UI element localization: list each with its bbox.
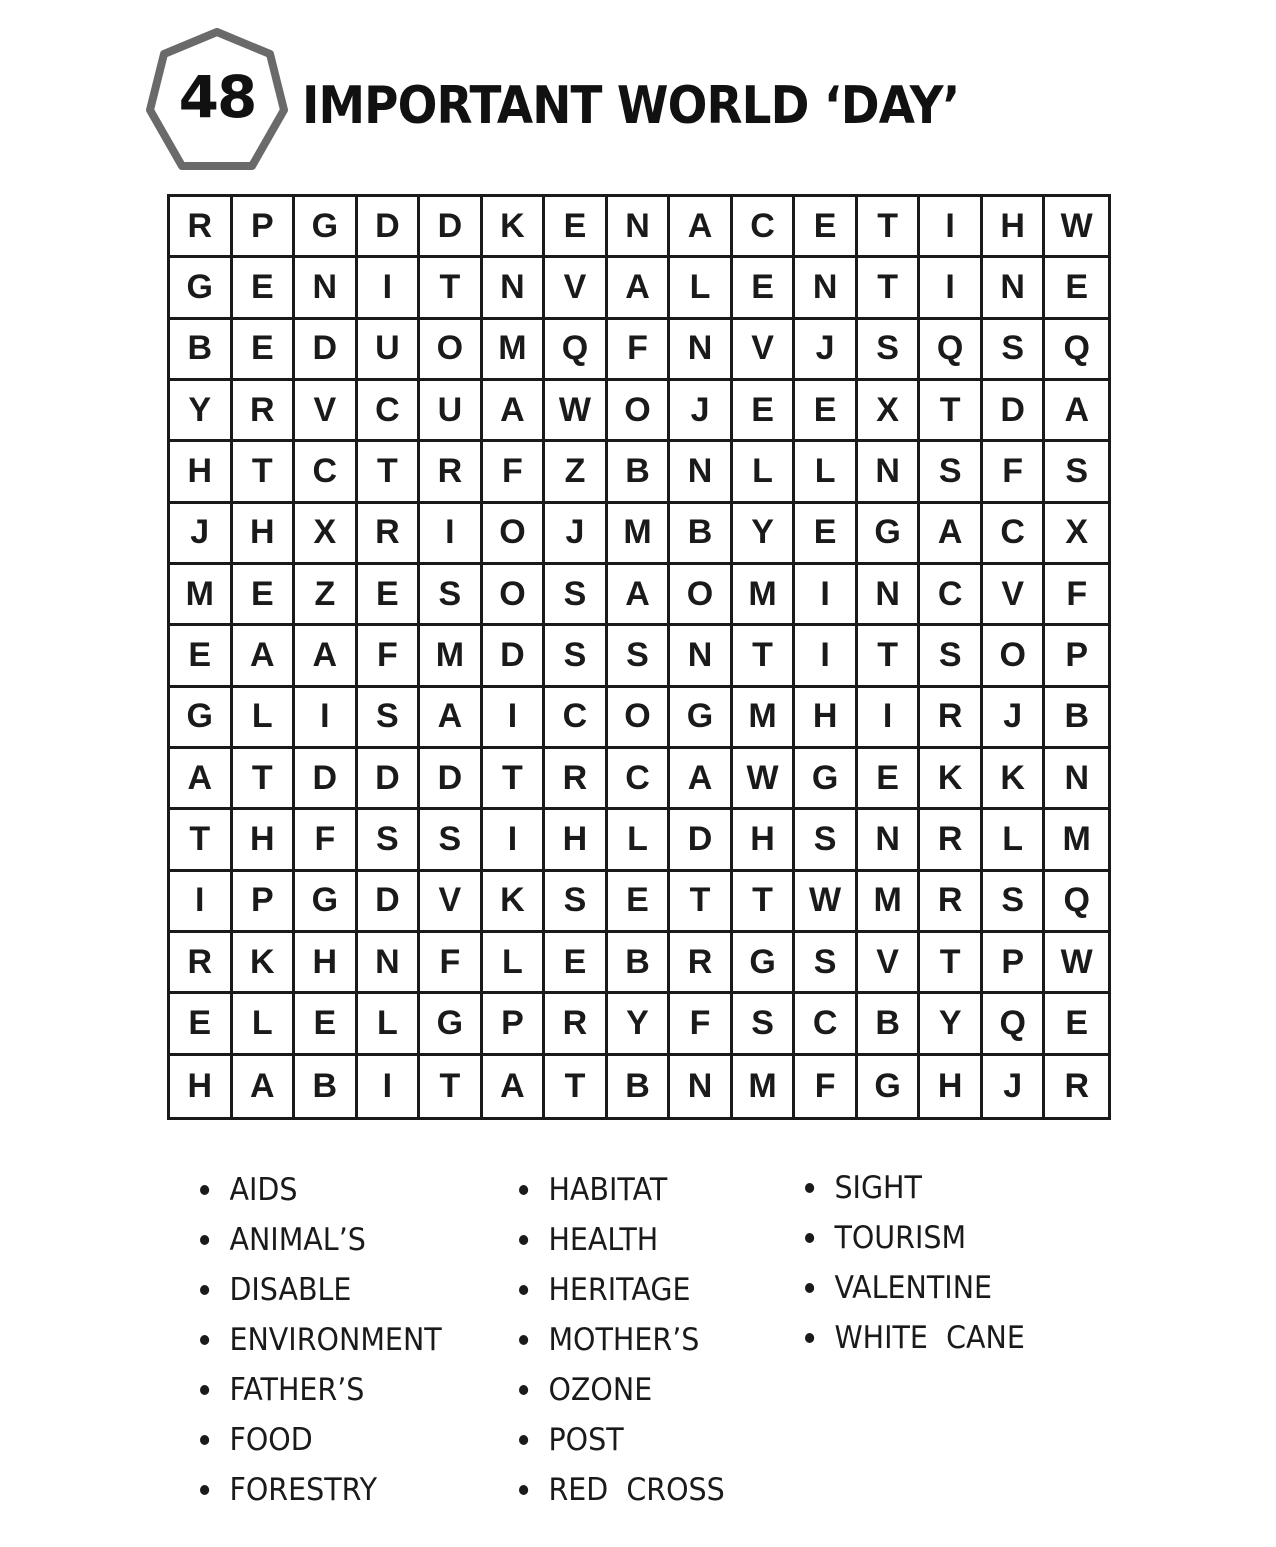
grid-cell[interactable]: D — [420, 197, 483, 258]
grid-cell[interactable]: Q — [983, 994, 1046, 1055]
grid-cell[interactable]: A — [420, 688, 483, 749]
grid-cell[interactable]: G — [858, 504, 921, 565]
word-list-item: AIDS — [200, 1168, 442, 1218]
word-list-item: HERITAGE — [519, 1268, 725, 1318]
grid-cell[interactable]: S — [545, 565, 608, 626]
grid-cell[interactable]: I — [858, 688, 921, 749]
grid-cell[interactable]: L — [233, 994, 296, 1055]
grid-cell[interactable]: X — [858, 381, 921, 442]
grid-cell[interactable]: E — [233, 320, 296, 381]
word-list-item: ANIMAL’S — [200, 1218, 442, 1268]
grid-cell[interactable]: C — [358, 381, 421, 442]
grid-cell[interactable]: S — [858, 320, 921, 381]
grid-cell[interactable]: N — [295, 258, 358, 319]
grid-cell[interactable]: S — [420, 810, 483, 871]
grid-cell[interactable]: F — [670, 994, 733, 1055]
grid-cell[interactable]: K — [483, 197, 546, 258]
grid-cell[interactable]: B — [608, 1056, 671, 1117]
grid-cell[interactable]: I — [795, 626, 858, 687]
grid-cell[interactable]: R — [233, 381, 296, 442]
grid-cell[interactable]: T — [733, 872, 796, 933]
grid-cell[interactable]: U — [420, 381, 483, 442]
grid-cell[interactable]: W — [795, 872, 858, 933]
grid-cell[interactable]: B — [295, 1056, 358, 1117]
grid-cell[interactable]: M — [608, 504, 671, 565]
grid-cell[interactable]: B — [670, 504, 733, 565]
word-list-item: DISABLE — [200, 1268, 442, 1318]
grid-cell[interactable]: S — [545, 872, 608, 933]
grid-cell[interactable]: B — [170, 320, 233, 381]
grid-cell[interactable]: V — [983, 565, 1046, 626]
grid-cell[interactable]: E — [858, 749, 921, 810]
word-list-column-3 — [805, 1166, 1044, 1366]
grid-cell[interactable]: K — [233, 933, 296, 994]
grid-cell[interactable]: W — [1045, 933, 1108, 994]
grid-cell[interactable]: W — [545, 381, 608, 442]
grid-cell[interactable]: Z — [295, 565, 358, 626]
grid-cell[interactable]: M — [170, 565, 233, 626]
grid-cell[interactable]: B — [608, 933, 671, 994]
grid-cell[interactable]: T — [170, 810, 233, 871]
grid-cell[interactable]: T — [358, 442, 421, 503]
grid-cell[interactable]: J — [795, 320, 858, 381]
grid-cell[interactable]: K — [920, 749, 983, 810]
grid-cell[interactable]: N — [1045, 749, 1108, 810]
grid-cell[interactable]: J — [983, 688, 1046, 749]
grid-cell[interactable]: R — [920, 872, 983, 933]
grid-cell[interactable]: G — [295, 872, 358, 933]
grid-cell[interactable]: M — [858, 872, 921, 933]
grid-cell[interactable]: C — [983, 504, 1046, 565]
grid-cell[interactable]: J — [545, 504, 608, 565]
grid-cell[interactable]: S — [733, 994, 796, 1055]
grid-cell[interactable]: B — [858, 994, 921, 1055]
word-list-item: SIGHT — [805, 1166, 1025, 1216]
grid-cell[interactable]: E — [170, 994, 233, 1055]
word-list-item: FORESTRY — [200, 1468, 442, 1518]
grid-cell[interactable]: I — [483, 688, 546, 749]
grid-cell[interactable]: N — [858, 442, 921, 503]
grid-cell[interactable]: A — [670, 749, 733, 810]
grid-cell[interactable]: A — [233, 626, 296, 687]
grid-cell[interactable]: S — [795, 810, 858, 871]
word-list-item: HABITAT — [519, 1168, 725, 1218]
grid-cell[interactable]: V — [545, 258, 608, 319]
grid-cell[interactable]: F — [983, 442, 1046, 503]
grid-cell[interactable]: E — [233, 258, 296, 319]
grid-cell[interactable]: N — [483, 258, 546, 319]
grid-cell[interactable]: M — [733, 688, 796, 749]
grid-cell[interactable]: R — [670, 933, 733, 994]
grid-cell[interactable]: S — [608, 626, 671, 687]
grid-cell[interactable]: R — [170, 933, 233, 994]
grid-cell[interactable]: W — [1045, 197, 1108, 258]
puzzle-number-badge — [146, 28, 288, 174]
grid-cell[interactable]: F — [608, 320, 671, 381]
grid-cell[interactable]: F — [795, 1056, 858, 1117]
grid-cell[interactable]: C — [545, 688, 608, 749]
grid-cell[interactable]: V — [420, 872, 483, 933]
word-search-grid — [167, 194, 1111, 1120]
grid-cell[interactable]: E — [1045, 994, 1108, 1055]
grid-cell[interactable]: Y — [170, 381, 233, 442]
grid-cell[interactable]: A — [483, 1056, 546, 1117]
grid-cell[interactable]: L — [483, 933, 546, 994]
grid-cell[interactable]: P — [483, 994, 546, 1055]
word-list-item: FATHER’S — [200, 1368, 442, 1418]
grid-cell[interactable]: E — [795, 381, 858, 442]
grid-cell[interactable]: F — [358, 626, 421, 687]
grid-cell[interactable]: F — [483, 442, 546, 503]
grid-cell[interactable]: V — [295, 381, 358, 442]
grid-cell[interactable]: H — [920, 1056, 983, 1117]
grid-cell[interactable]: S — [420, 565, 483, 626]
word-list-item: RED CROSS — [519, 1468, 725, 1518]
grid-cell[interactable]: C — [920, 565, 983, 626]
grid-cell[interactable]: G — [858, 1056, 921, 1117]
grid-cell[interactable]: D — [295, 320, 358, 381]
grid-cell[interactable]: A — [295, 626, 358, 687]
grid-cell[interactable]: D — [358, 872, 421, 933]
grid-cell[interactable]: G — [170, 688, 233, 749]
grid-cell[interactable]: R — [545, 749, 608, 810]
grid-cell[interactable]: Y — [920, 994, 983, 1055]
grid-cell[interactable]: T — [920, 933, 983, 994]
grid-cell[interactable]: A — [233, 1056, 296, 1117]
grid-cell[interactable]: G — [795, 749, 858, 810]
grid-cell[interactable]: J — [170, 504, 233, 565]
grid-cell[interactable]: Y — [608, 994, 671, 1055]
grid-cell[interactable]: F — [295, 810, 358, 871]
grid-cell[interactable]: H — [233, 810, 296, 871]
grid-cell[interactable]: T — [920, 381, 983, 442]
grid-cell[interactable]: A — [608, 258, 671, 319]
grid-cell[interactable]: F — [1045, 565, 1108, 626]
grid-cell[interactable]: L — [358, 994, 421, 1055]
word-list-item: MOTHER’S — [519, 1318, 725, 1368]
grid-cell[interactable]: O — [483, 504, 546, 565]
grid-cell[interactable]: S — [983, 320, 1046, 381]
grid-cell[interactable]: C — [608, 749, 671, 810]
grid-cell[interactable]: S — [920, 626, 983, 687]
word-list-item: OZONE — [519, 1368, 725, 1418]
grid-cell[interactable]: V — [858, 933, 921, 994]
grid-cell[interactable]: M — [1045, 810, 1108, 871]
grid-cell[interactable]: V — [733, 320, 796, 381]
grid-cell[interactable]: K — [483, 872, 546, 933]
grid-cell[interactable]: D — [420, 749, 483, 810]
grid-cell[interactable]: I — [920, 258, 983, 319]
grid-cell[interactable]: E — [795, 504, 858, 565]
grid-cell[interactable]: E — [233, 565, 296, 626]
word-list-item: POST — [519, 1418, 725, 1468]
grid-cell[interactable]: E — [295, 994, 358, 1055]
grid-cell[interactable]: N — [358, 933, 421, 994]
grid-cell[interactable]: E — [545, 197, 608, 258]
grid-cell[interactable]: O — [670, 565, 733, 626]
grid-cell[interactable]: T — [233, 442, 296, 503]
grid-cell[interactable]: N — [983, 258, 1046, 319]
grid-cell[interactable]: G — [295, 197, 358, 258]
grid-cell[interactable]: G — [170, 258, 233, 319]
grid-cell[interactable]: S — [795, 933, 858, 994]
grid-cell[interactable]: H — [983, 197, 1046, 258]
grid-cell[interactable]: J — [670, 381, 733, 442]
grid-cell[interactable]: R — [170, 197, 233, 258]
grid-cell[interactable]: H — [795, 688, 858, 749]
grid-cell[interactable]: T — [733, 626, 796, 687]
grid-cell[interactable]: W — [733, 749, 796, 810]
grid-cell[interactable]: G — [733, 933, 796, 994]
grid-cell[interactable]: E — [795, 197, 858, 258]
grid-cell[interactable]: A — [1045, 381, 1108, 442]
grid-cell[interactable]: D — [670, 810, 733, 871]
grid-cell[interactable]: B — [1045, 688, 1108, 749]
grid-cell[interactable]: T — [670, 872, 733, 933]
grid-cell[interactable]: E — [358, 565, 421, 626]
grid-cell[interactable]: D — [483, 626, 546, 687]
grid-cell[interactable]: E — [608, 872, 671, 933]
word-list-item: FOOD — [200, 1418, 442, 1468]
grid-cell[interactable]: T — [420, 1056, 483, 1117]
grid-cell[interactable]: Q — [1045, 872, 1108, 933]
grid-cell[interactable]: P — [983, 933, 1046, 994]
grid-cell[interactable]: X — [1045, 504, 1108, 565]
grid-cell[interactable]: F — [420, 933, 483, 994]
word-list-item: TOURISM — [805, 1216, 1025, 1266]
grid-cell[interactable]: N — [670, 1056, 733, 1117]
grid-cell[interactable]: J — [983, 1056, 1046, 1117]
grid-cell[interactable]: E — [733, 258, 796, 319]
grid-cell[interactable]: R — [920, 810, 983, 871]
grid-cell[interactable]: S — [545, 626, 608, 687]
grid-cell[interactable]: R — [1064, 1066, 1089, 1105]
grid-cell[interactable]: R — [920, 688, 983, 749]
grid-cell[interactable]: S — [983, 872, 1046, 933]
grid-cell[interactable]: T — [233, 749, 296, 810]
grid-cell[interactable]: D — [983, 381, 1046, 442]
grid-cell[interactable]: H — [170, 442, 233, 503]
grid-cell[interactable]: O — [608, 688, 671, 749]
grid-cell[interactable]: N — [670, 320, 733, 381]
grid-cell[interactable]: G — [420, 994, 483, 1055]
grid-cell[interactable]: N — [795, 258, 858, 319]
grid-cell[interactable]: Q — [1045, 320, 1108, 381]
grid-cell[interactable]: K — [983, 749, 1046, 810]
grid-cell[interactable]: H — [733, 810, 796, 871]
grid-cell[interactable]: A — [670, 197, 733, 258]
grid-cell[interactable]: E — [733, 381, 796, 442]
grid-cell[interactable]: P — [233, 872, 296, 933]
word-list — [0, 1168, 1276, 1528]
grid-cell[interactable]: L — [733, 442, 796, 503]
grid-cell[interactable]: M — [733, 1056, 796, 1117]
grid-cell[interactable]: N — [858, 565, 921, 626]
grid-cell[interactable]: O — [608, 381, 671, 442]
grid-cell[interactable]: R — [420, 442, 483, 503]
grid-cell[interactable]: H — [545, 810, 608, 871]
grid-cell[interactable]: C — [733, 197, 796, 258]
grid-cell[interactable]: N — [670, 626, 733, 687]
grid-cell[interactable]: X — [295, 504, 358, 565]
word-list-item: ENVIRONMENT — [200, 1318, 442, 1368]
grid-cell[interactable]: E — [1045, 258, 1108, 319]
grid-cell[interactable]: H — [170, 1056, 233, 1117]
grid-cell[interactable]: I — [358, 1056, 421, 1117]
grid-cell[interactable]: S — [920, 442, 983, 503]
grid-cell[interactable]: I — [358, 258, 421, 319]
grid-cell[interactable]: L — [983, 810, 1046, 871]
grid-cell[interactable]: A — [608, 565, 671, 626]
grid-cell[interactable]: T — [420, 258, 483, 319]
grid-cell[interactable]: T — [545, 1056, 608, 1117]
grid-cell[interactable]: T — [858, 258, 921, 319]
grid-cell[interactable]: C — [795, 994, 858, 1055]
word-list-column-1 — [200, 1168, 463, 1518]
word-list-item: HEALTH — [519, 1218, 725, 1268]
grid-cell[interactable]: B — [608, 442, 671, 503]
grid-cell[interactable]: L — [233, 688, 296, 749]
grid-cell[interactable]: D — [295, 749, 358, 810]
word-list-column-2 — [519, 1168, 743, 1518]
grid-cell[interactable]: I — [483, 810, 546, 871]
grid-cell[interactable]: P — [233, 197, 296, 258]
grid-cell[interactable]: I — [795, 565, 858, 626]
grid-cell[interactable]: C — [295, 442, 358, 503]
grid-cell[interactable]: L — [608, 810, 671, 871]
grid-cell[interactable]: A — [170, 749, 233, 810]
grid-cell[interactable]: I — [920, 197, 983, 258]
puzzle-title: IMPORTANT WORLD ‘DAY’ — [302, 76, 960, 136]
grid-cell[interactable]: I — [170, 872, 233, 933]
grid-cell[interactable]: N — [608, 197, 671, 258]
grid-cell[interactable]: T — [858, 626, 921, 687]
grid-cell[interactable]: Q — [545, 320, 608, 381]
puzzle-number: 48 — [178, 63, 256, 131]
grid-cell[interactable]: O — [983, 626, 1046, 687]
grid-cell[interactable]: L — [795, 442, 858, 503]
grid-cell[interactable]: P — [1045, 626, 1108, 687]
grid-cell[interactable]: E — [170, 626, 233, 687]
grid-cell[interactable]: D — [358, 749, 421, 810]
grid-cell[interactable]: O — [483, 565, 546, 626]
word-list-item: VALENTINE — [805, 1266, 1025, 1316]
grid-cell[interactable]: S — [1045, 442, 1108, 503]
grid-cell[interactable]: H — [233, 504, 296, 565]
word-list-item: WHITE CANE — [805, 1316, 1025, 1366]
grid-cell[interactable]: E — [545, 933, 608, 994]
grid-cell[interactable]: D — [358, 197, 421, 258]
puzzle-header — [146, 28, 1046, 178]
grid-cell[interactable]: U — [358, 320, 421, 381]
grid-cell[interactable]: N — [858, 810, 921, 871]
grid-cell[interactable]: T — [483, 749, 546, 810]
grid-cell[interactable]: T — [858, 197, 921, 258]
grid-cell[interactable]: H — [295, 933, 358, 994]
grid-cell[interactable]: M — [483, 320, 546, 381]
grid-cell[interactable]: I — [295, 688, 358, 749]
grid-cell[interactable]: M — [733, 565, 796, 626]
grid-cell[interactable]: O — [420, 320, 483, 381]
grid-cell[interactable]: I — [420, 504, 483, 565]
grid-cell[interactable]: Z — [545, 442, 608, 503]
grid-cell[interactable]: S — [358, 810, 421, 871]
grid-cell[interactable]: R — [545, 994, 608, 1055]
grid-cell[interactable]: L — [670, 258, 733, 319]
grid-cell[interactable]: N — [670, 442, 733, 503]
grid-cell[interactable]: Q — [920, 320, 983, 381]
grid-cell[interactable]: S — [358, 688, 421, 749]
grid-cell[interactable]: A — [483, 381, 546, 442]
grid-cell[interactable]: G — [670, 688, 733, 749]
grid-cell[interactable]: M — [420, 626, 483, 687]
grid-cell[interactable]: Y — [733, 504, 796, 565]
grid-cell[interactable]: R — [358, 504, 421, 565]
grid-cell[interactable]: A — [920, 504, 983, 565]
